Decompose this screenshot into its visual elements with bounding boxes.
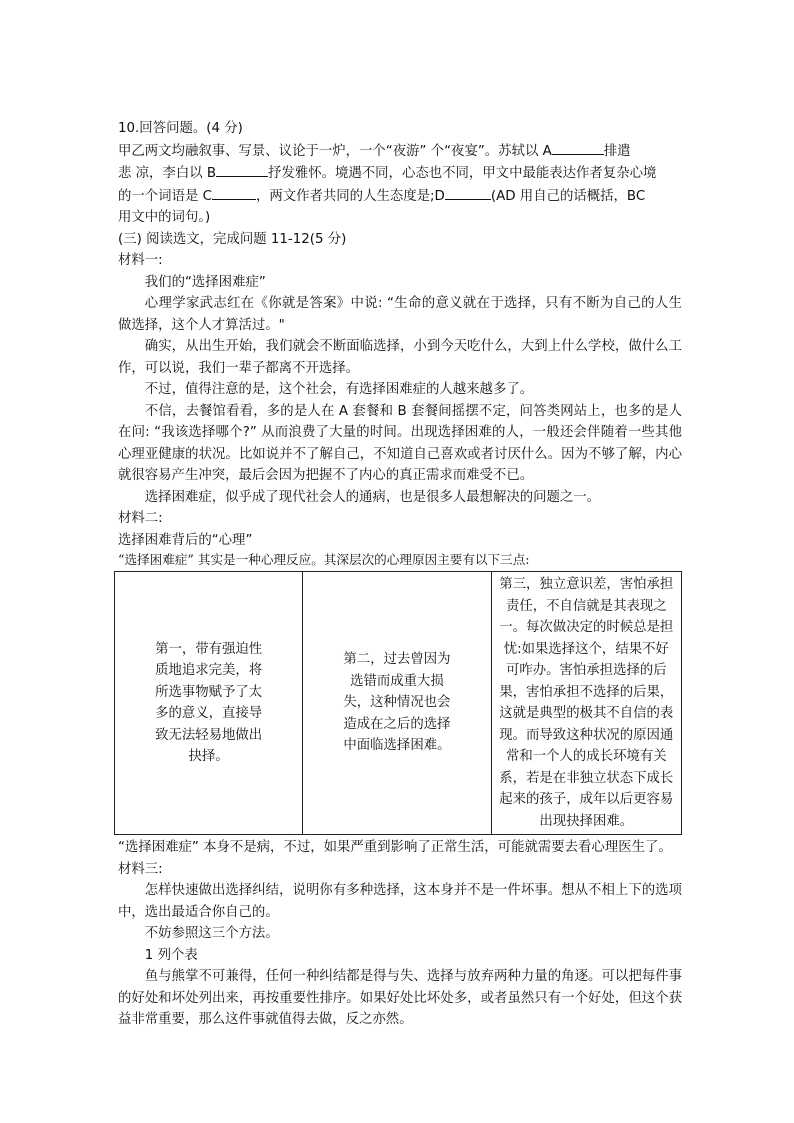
material-2-title: 选择困难背后的“心理”	[118, 532, 253, 548]
answer-blank-b[interactable]	[216, 162, 268, 177]
material-1-paragraph: 选择困难症，似乎成了现代社会人的通病，也是很多人最想解决的问题之一。	[144, 489, 601, 505]
q10-line-1: 甲乙两文均融叙事、写景、议论于一炉，一个“夜游” 个“夜宴”。苏轼以 A 排遣	[118, 140, 682, 163]
reason-cell-3: 第三，独立意识差，害怕承担责任，不自信就是其表现之一。每次做决定的时候总是担忧:如果选择这个，结果不好可咋办。害怕承担选择的后果，害怕承担不选择的后果，这就是典型的极其不自信的表现。而导致这种状况的原因通常和一个人的成长环境有关系，若是在非独立状态下成长起来的孩子，成年以后更容易出现抉择困难。	[491, 572, 681, 835]
q10-heading: 10.回答问题。(4 分)	[118, 121, 243, 136]
answer-blank-a[interactable]	[552, 140, 604, 155]
material-1-title: 我们的“选择困难症”	[144, 274, 266, 290]
material-1-paragraph: 确实，从出生开始，我们就会不断面临选择，小到今天吃什么，大到上什么学校，做什么工作，可以说，我们一辈子都离不开选择。	[118, 339, 682, 376]
material-2-intro: “选择困难症” 其实是一种心理反应。其深层次的心理原因主要有以下三点:	[118, 552, 530, 567]
material-3-paragraph: 鱼与熊掌不可兼得，任何一种纠结都是得与失、选择与放弃两种力量的角逐。可以把每件事的好处和坏处列出来，再按重要性排序。如果好处比坏处多，或者虽然只有一个好处，但这个获益非常重要，那么这件事就值得去做，反之亦然。	[118, 969, 682, 1027]
section3-heading: (三) 阅读选文，完成问题 11-12(5 分)	[118, 231, 347, 247]
q10-line-2: 悲 凉，李白以 B 抒发雅怀。境遇不同，心态也不同，甲文中最能表达作者复杂心境	[118, 162, 682, 185]
table-row	[115, 572, 682, 835]
reason-cell-2: 第二，过去曾因为选错而成重大损失，这种情况也会造成在之后的选择中面临选择困难。	[303, 572, 491, 835]
reasons-table	[114, 571, 682, 835]
material-1-paragraph: 不过，值得注意的是，这个社会，有选择困难症的人越来越多了。	[144, 382, 534, 397]
material-1-paragraph: 心理学家武志红在《你就是答案》中说: “生命的意义就在于选择，只有不断为自己的人生做选择，这个人才算活过。"	[118, 296, 682, 333]
material-1-label: 材料一:	[118, 253, 163, 268]
q10-line-3: 的一个词语是 C ，两文作者共同的人生态度是;D (AD 用自己的话概括，BC	[118, 185, 682, 208]
material-2-outro: “选择困难症” 本身不是病，不过，如果严重到影响了正常生活，可能就需要去看心理医生了。	[118, 840, 672, 855]
material-2-label: 材料二:	[118, 511, 163, 526]
material-3-paragraph: 怎样快速做出选择纠结，说明你有多种选择，这本身并不是一件坏事。想从不相上下的选项中，选出最适合你自己的。	[118, 883, 682, 920]
document-body	[118, 118, 682, 1031]
answer-blank-d[interactable]	[445, 185, 491, 200]
material-3-label: 材料三:	[118, 861, 163, 877]
material-3-paragraph: 不妨参照这三个方法。	[144, 926, 279, 941]
material-3-subheading: 1 列个表	[144, 947, 198, 963]
answer-blank-c[interactable]	[212, 185, 256, 200]
q10-line-4: 用文中的词句。)	[118, 210, 211, 225]
material-1-paragraph: 不信，去餐馆看看，多的是人在 A 套餐和 B 套餐间摇摆不定，问答类网站上，也多的是人在问: “我该选择哪个?” 从而浪费了大量的时间。出现选择困难的人，一般还会伴随着一些其他心理亚健康的状况。比如说并不了解自己，不知道自己喜欢或者讨厌什么。因为不够了解，内心就很容易产生冲突，最后会因为把握不了内心的真正需求而难受不已。	[118, 403, 682, 483]
reason-cell-1: 第一，带有强迫性质地追求完美，将所选事物赋予了太多的意义，直接导致无法轻易地做出抉择。	[115, 572, 303, 835]
